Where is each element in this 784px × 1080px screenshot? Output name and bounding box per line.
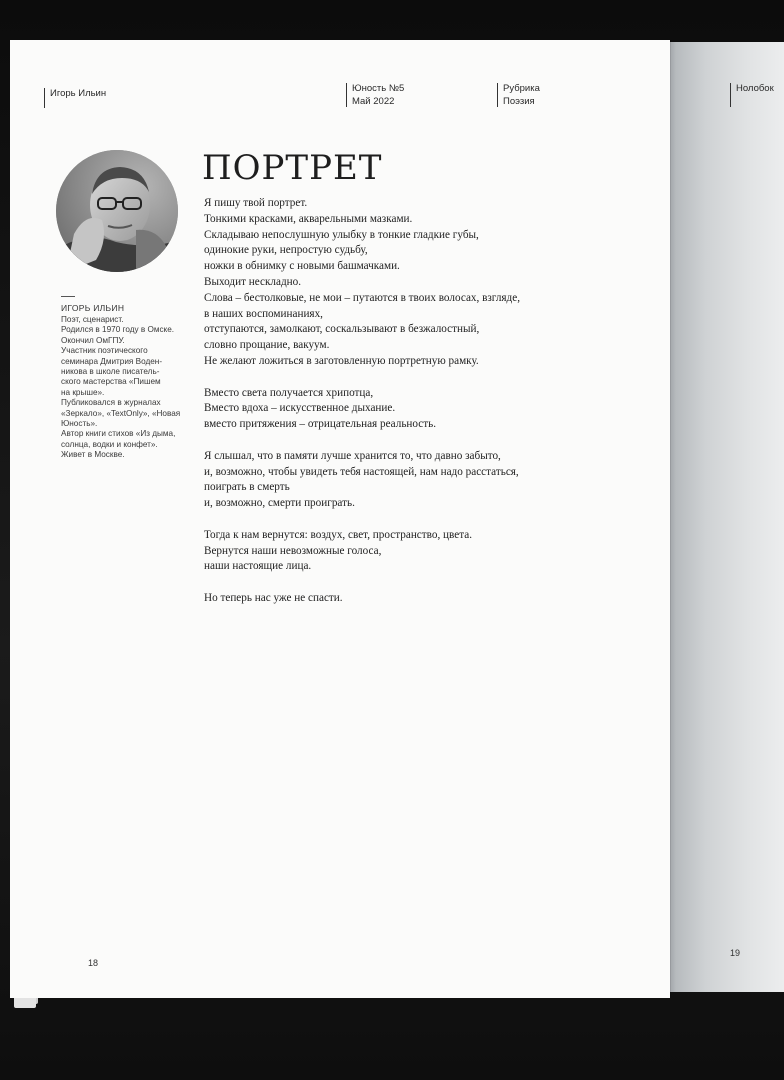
bio-line: ского мастерства «Пишем [61,377,161,387]
portrait-photo-icon [56,150,178,272]
bio-line: Родился в 1970 году в Омске. [61,325,175,335]
poem-stanza [204,591,624,607]
header-divider [730,83,731,107]
bio-line: Автор книги стихов «Из дыма, [61,429,176,439]
magazine-name: Юность №5 [352,83,405,94]
bio-line: Юность». [61,419,98,429]
poem-line: отступаются, замолкают, соскальзывают в безжалостный, [204,323,480,336]
poem-line: поиграть в смерть [204,481,290,494]
bio-line: Участник поэтического [61,346,148,356]
author-name: Игорь Ильин [50,88,107,99]
right-page-header [736,82,774,95]
bio-divider [61,296,75,297]
bio-line: «Зеркало», «TextOnly», «Новая [61,408,181,418]
poem-line: Вместо света получается хрипотца, [204,386,374,399]
poem-line: Складываю непослушную улыбку в тонкие гладкие губы, [204,228,479,241]
poem-body [204,196,624,623]
bio-line: Окончил ОмГПУ. [61,335,125,345]
page-number-right: 19 [730,948,741,958]
header-issue [352,82,404,108]
poem-line: словно прощание, вакуум. [204,339,330,352]
bio-line: семинара Дмитрия Воден- [61,356,163,366]
poem-stanza [204,386,624,433]
left-page [10,40,670,998]
bio-line: Поэт, сценарист. [61,315,124,324]
poem-line: Вернутся наши невозможные голоса, [204,544,382,557]
bio-line: никова в школе писатель- [61,367,160,377]
poem-line: Тонкими красками, акварельными мазками. [204,212,413,225]
poem-line: в наших воспоминаниях, [204,307,323,320]
poem-title: ПОРТРЕТ [202,148,383,188]
poem-line: и, возможно, чтобы увидеть тебя настоящей, нам надо расстаться, [204,465,519,478]
poem-line: одинокие руки, непростую судьбу, [204,244,368,257]
rubric-label: Рубрика [503,83,540,94]
right-page [664,42,784,992]
issue-date: Май 2022 [352,96,395,107]
bio-line: солнца, водки и конфет». [61,439,158,449]
poem-line: ножки в обнимку с новыми башмачками. [204,260,400,273]
poem-line: Не желают ложиться в заготовленную портретную рамку. [204,354,479,367]
poem-line: Но теперь нас уже не спасти. [204,591,343,604]
poem-line: наши настоящие лица. [204,560,312,573]
bio-name: ИГОРЬ ИЛЬИН [61,303,125,313]
bio-text [61,315,201,461]
page-number-left: 18 [88,958,99,968]
header-divider [497,83,498,107]
bio-line: Живет в Москве. [61,450,125,460]
poem-line: Выходит нескладно. [204,275,302,288]
poem-line: и, возможно, смерти проиграть. [204,497,355,510]
header-rubric [503,82,540,108]
right-header-text: Нолобок [736,83,774,94]
poem-stanza [204,449,624,512]
header-divider [346,83,347,107]
header-divider [44,88,45,108]
poem-line: Слова – бестолковые, не мои – путаются в твоих волосах, взгляде, [204,291,520,304]
poem-stanza [204,528,624,575]
poem-line: Я слышал, что в памяти лучше хранится то, что давно забыто, [204,449,501,462]
poem-line: Тогда к нам вернутся: воздух, свет, пространство, цвета. [204,528,473,541]
poem-stanza [204,196,624,370]
header-author [50,87,106,100]
bio-line: Публиковался в журналах [61,398,161,408]
rubric-value: Поэзия [503,96,535,107]
poem-line: вместо притяжения – отрицательная реальность. [204,418,437,431]
author-portrait [56,150,178,272]
poem-line: Я пишу твой портрет. [204,197,308,209]
bio-line: на крыше». [61,387,105,397]
poem-line: Вместо вдоха – искусственное дыхание. [204,402,396,415]
